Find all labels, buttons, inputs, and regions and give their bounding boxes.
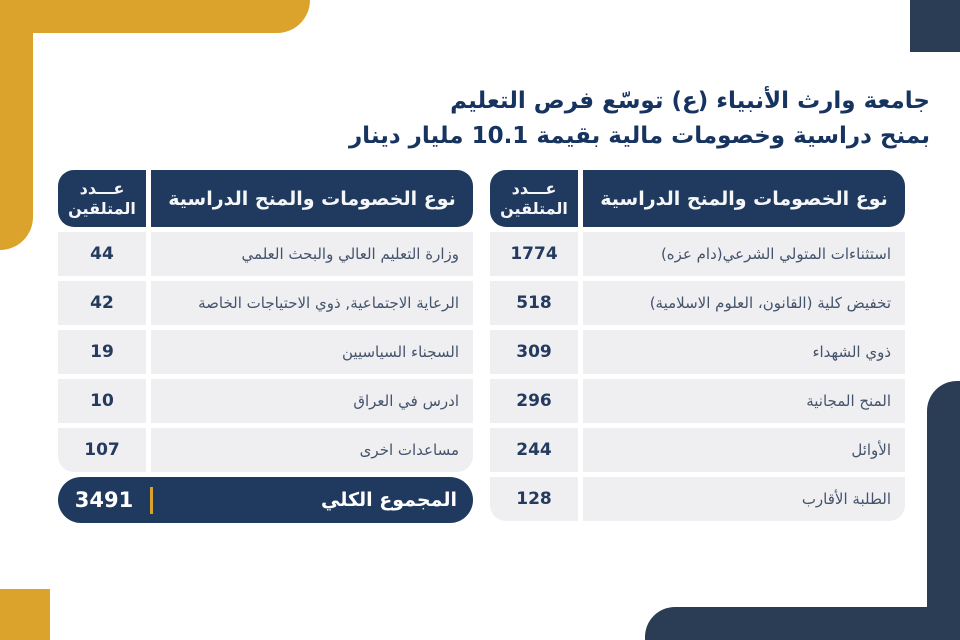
row-label-cell: السجناء السياسيين	[151, 330, 473, 374]
table-row	[490, 232, 905, 276]
total-label: المجموع الكلي	[321, 489, 457, 511]
row-label-cell: تخفيض كلية (القانون، العلوم الاسلامية)	[583, 281, 905, 325]
top-left-gold-bar	[0, 0, 310, 33]
main-title	[349, 84, 930, 154]
discounts-table-right	[490, 170, 905, 526]
count-header-line2: المتلقين	[500, 198, 568, 218]
left-gold-bar	[0, 0, 33, 250]
count-header-line2: المتلقين	[68, 198, 136, 218]
row-count-cell: 128	[490, 477, 578, 521]
table-row	[490, 477, 905, 521]
table-row	[58, 428, 473, 472]
row-label-cell: الطلبة الأقارب	[583, 477, 905, 521]
row-count-cell: 107	[58, 428, 146, 472]
row-count-cell: 518	[490, 281, 578, 325]
table-row	[490, 379, 905, 423]
row-count-cell: 10	[58, 379, 146, 423]
total-value: 3491	[74, 488, 134, 512]
table-row	[58, 379, 473, 423]
table-row	[490, 330, 905, 374]
table-row	[58, 330, 473, 374]
row-count-cell: 309	[490, 330, 578, 374]
row-count-cell: 42	[58, 281, 146, 325]
count-header-cell	[58, 170, 146, 227]
bottom-left-gold-square	[0, 589, 50, 640]
row-label-cell: استثناءات المتولي الشرعي(دام عزه)	[583, 232, 905, 276]
title-line-2: بمنح دراسية وخصومات مالية بقيمة 10.1 مليار دينار	[348, 123, 930, 149]
count-header-cell	[490, 170, 578, 227]
row-count-cell: 19	[58, 330, 146, 374]
title-line-1: جامعة وارث الأنبياء (ع) توسّع فرص التعليم	[450, 88, 930, 114]
table-header-row	[58, 170, 473, 227]
table-row	[58, 281, 473, 325]
top-right-navy-square	[910, 0, 960, 52]
table-row	[490, 428, 905, 472]
table-row	[490, 281, 905, 325]
right-navy-bar	[927, 381, 960, 640]
count-header-line1: عـــدد	[79, 178, 125, 198]
table-header-row	[490, 170, 905, 227]
type-header-cell: نوع الخصومات والمنح الدراسية	[583, 170, 905, 227]
discounts-table-left	[58, 170, 473, 523]
row-label-cell: الرعاية الاجتماعية, ذوي الاحتياجات الخاصة	[151, 281, 473, 325]
row-count-cell: 244	[490, 428, 578, 472]
row-count-cell: 296	[490, 379, 578, 423]
table-row	[58, 232, 473, 276]
row-label-cell: ادرس في العراق	[151, 379, 473, 423]
row-count-cell: 44	[58, 232, 146, 276]
type-header-cell: نوع الخصومات والمنح الدراسية	[151, 170, 473, 227]
total-row	[58, 477, 473, 523]
count-header-line1: عـــدد	[511, 178, 557, 198]
row-label-cell: المنح المجانية	[583, 379, 905, 423]
row-label-cell: مساعدات اخرى	[151, 428, 473, 472]
row-label-cell: وزارة التعليم العالي والبحث العلمي	[151, 232, 473, 276]
bottom-right-navy-bar	[645, 607, 960, 640]
row-label-cell: ذوي الشهداء	[583, 330, 905, 374]
row-count-cell: 1774	[490, 232, 578, 276]
row-label-cell: الأوائل	[583, 428, 905, 472]
